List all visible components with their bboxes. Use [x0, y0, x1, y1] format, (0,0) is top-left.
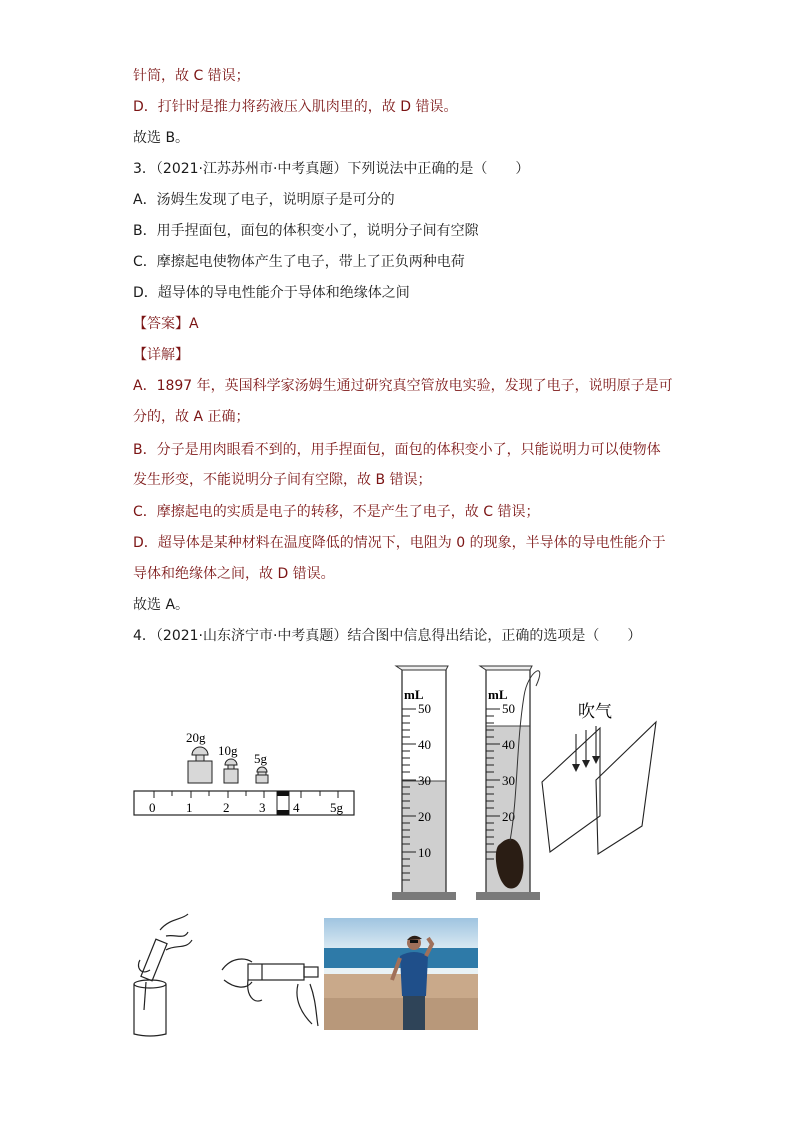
scale-tick-label: 2 — [223, 800, 230, 815]
unit-label: mL — [404, 687, 424, 702]
weight-20g — [188, 747, 212, 783]
weight-10g — [224, 759, 238, 783]
text-line: D．超导体是某种材料在温度降低的情况下，电阻为 0 的现象，半导体的导电性能介于 — [133, 535, 666, 551]
weights-scale-figure — [130, 725, 360, 820]
question-4: 4．（2021·山东济宁市·中考真题）结合图中信息得出结论，正确的选项是（ ） — [133, 628, 642, 644]
mark-label: 20 — [418, 809, 431, 824]
text-line: B．分子是用肉眼看不到的，用手捏面包，面包的体积变小了，只能说明力可以使物体 — [133, 442, 661, 458]
text-line: A．1897 年，英国科学家汤姆生通过研究真空管放电实验，发现了电子，说明原子是可 — [133, 378, 673, 394]
scale-tick-label: 0 — [149, 800, 156, 815]
beach-photo — [324, 918, 478, 1030]
option-c: C．摩擦起电使物体产生了电子，带上了正负两种电荷 — [133, 254, 465, 270]
option-b: B．用手捏面包，面包的体积变小了，说明分子间有空隙 — [133, 223, 479, 239]
mark-label: 20 — [502, 809, 515, 824]
cylinder-right — [476, 666, 540, 900]
scale-tick-label: 5g — [330, 800, 343, 815]
blow-label: 吹气 — [578, 702, 612, 721]
option-d: D．超导体的导电性能介于导体和绝缘体之间 — [133, 285, 410, 301]
text-line: 针筒，故 C 错误； — [133, 68, 250, 84]
question-3: 3．（2021·江苏苏州市·中考真题）下列说法中正确的是（ ） — [133, 161, 530, 177]
weight-5g — [256, 767, 268, 783]
sealed-syringe-figure — [218, 944, 322, 1030]
answer-label: 【答案】A — [133, 316, 199, 332]
weight-20g-label: 20g — [186, 730, 206, 745]
mark-label: 50 — [418, 701, 431, 716]
mark-label: 30 — [502, 773, 515, 788]
text-line: 故选 A。 — [133, 597, 190, 613]
text-line: 故选 B。 — [133, 130, 190, 146]
option-a: A．汤姆生发现了电子，说明原子是可分的 — [133, 192, 395, 208]
blow-papers-figure — [538, 692, 662, 860]
scale-bar — [134, 791, 354, 815]
detail-label: 【详解】 — [133, 347, 189, 363]
weight-5g-label: 5g — [254, 751, 267, 766]
text-line: 分的，故 A 正确； — [133, 409, 250, 425]
text-line: D．打针时是推力将药液压入肌肉里的，故 D 错误。 — [133, 99, 458, 115]
mark-label: 40 — [502, 737, 515, 752]
cylinder-left — [392, 666, 456, 900]
measuring-cylinders-figure — [388, 656, 556, 904]
text-line: 发生形变，不能说明分子间有空隙，故 B 错误； — [133, 472, 432, 488]
syringe-beaker-figure — [130, 910, 198, 1040]
mark-label: 50 — [502, 701, 515, 716]
unit-label: mL — [488, 687, 508, 702]
mark-label: 30 — [418, 773, 431, 788]
mark-label: 10 — [418, 845, 431, 860]
mark-label: 40 — [418, 737, 431, 752]
scale-tick-label: 1 — [186, 800, 193, 815]
weight-10g-label: 10g — [218, 743, 238, 758]
scale-tick-label: 3 — [259, 800, 266, 815]
text-line: 导体和绝缘体之间，故 D 错误。 — [133, 566, 335, 582]
scale-tick-label: 4 — [293, 800, 300, 815]
text-line: C．摩擦起电的实质是电子的转移，不是产生了电子，故 C 错误； — [133, 504, 540, 520]
